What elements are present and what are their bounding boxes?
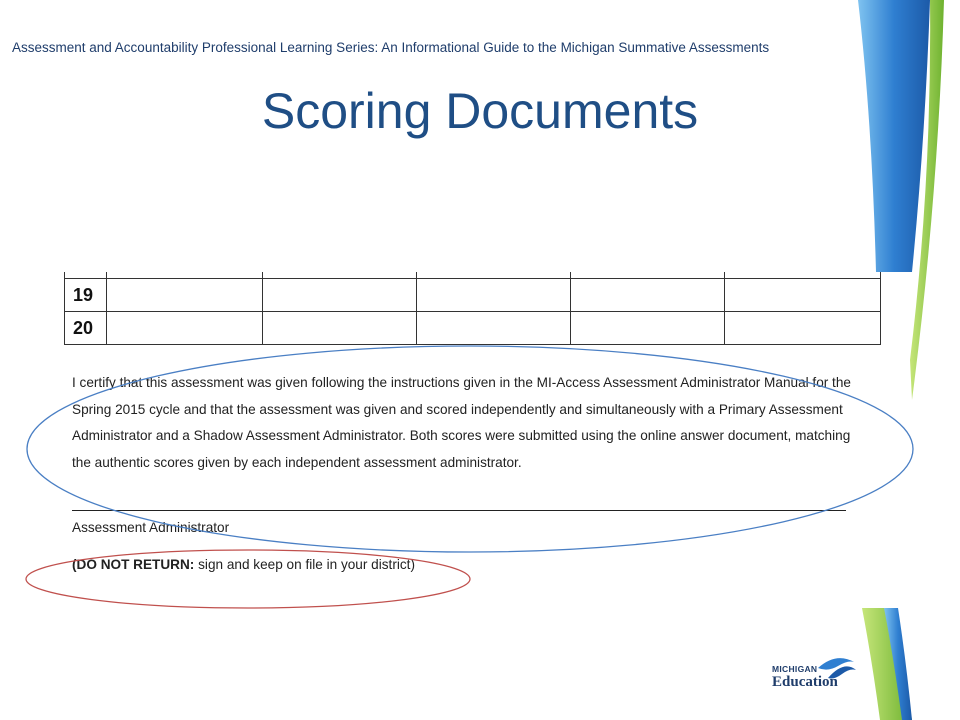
row-number: 19: [65, 279, 107, 312]
green-ribbon-top: [910, 0, 944, 400]
table-cell: [417, 279, 571, 312]
table-cell: [263, 279, 417, 312]
scoring-table: [64, 272, 880, 348]
table-cell: [571, 312, 725, 345]
certification-statement: [72, 370, 872, 476]
logo-line1: MICHIGAN: [772, 664, 818, 674]
note-rest: sign and keep on file in your district): [194, 557, 415, 572]
note-bold: (DO NOT RETURN:: [72, 557, 195, 572]
certification-line: I certify that this assessment was given following the instructions given in the MI-Access Assessment Administrator Manual for the: [72, 375, 851, 390]
blue-ribbon-bottom: [884, 608, 912, 720]
page-title: Scoring Documents: [261, 83, 699, 139]
table-cell: [571, 279, 725, 312]
table-row: [65, 279, 881, 312]
signature-label: Assessment Administrator: [72, 520, 230, 535]
row-number: 20: [65, 312, 107, 345]
michigan-education-logo: [768, 654, 860, 696]
table-cell: [263, 312, 417, 345]
certification-line: Spring 2015 cycle and that the assessment was given and scored independently and simultaneously with a Primary Assessment: [72, 401, 843, 417]
table-cell: [725, 279, 881, 312]
table-cell: [107, 279, 263, 312]
logo-line2: Education: [772, 674, 838, 690]
certification-line: Administrator and a Shadow Assessment Administrator. Both scores were submitted using the online answer document, matching: [72, 428, 851, 443]
certification-line: the authentic scores given by each independent assessment administrator.: [72, 454, 522, 470]
table-cell: [417, 312, 571, 345]
series-header: Assessment and Accountability Professional Learning Series: An Informational Guide to the Michigan Summative Assessments: [12, 40, 770, 55]
do-not-return-note: [72, 557, 415, 572]
table-cell: [107, 312, 263, 345]
green-ribbon-bottom: [862, 608, 912, 720]
table-row: [65, 312, 881, 345]
table-cell: [725, 312, 881, 345]
signature-line: [72, 510, 846, 511]
